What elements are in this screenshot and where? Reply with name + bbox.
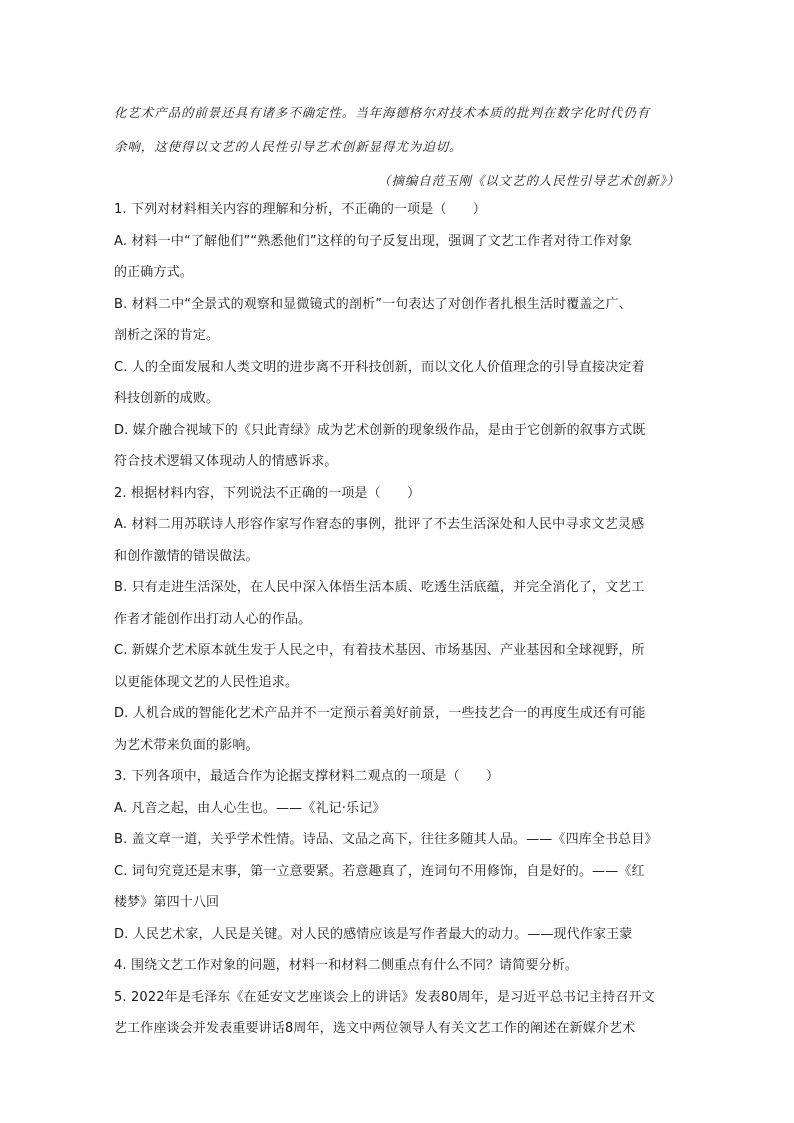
passage-line: 余响，这使得以文艺的人民性引导艺术创新显得尤为迫切。 [114, 139, 463, 154]
option-line: 科技创新的成败。 [114, 391, 220, 406]
option-line: 符合技术逻辑又体现动人的情感诉求。 [114, 454, 338, 469]
question-2-stem: 2. 根据材料内容，下列说法不正确的一项是（ ） [114, 485, 421, 501]
question-4-stem: 4. 围绕文艺工作对象的问题，材料一和材料二侧重点有什么不同？请简要分析。 [114, 958, 579, 973]
option-line: D. 人民艺术家，人民是关键。对人民的感情应该是写作者最大的动力。——现代作家王蒙 [114, 926, 633, 942]
question-5-line: 艺工作座谈会并发表重要讲话8周年，选文中两位领导人有关文艺工作的阐述在新媒介艺术 [114, 1021, 636, 1036]
option-line: A. 材料一中“了解他们”“熟悉他们”这样的句子反复出现，强调了文艺工作者对待工作对象 [114, 233, 633, 249]
option-line: D. 媒介融合视域下的《只此青绿》成为艺术创新的现象级作品，是由于它创新的叙事方式既 [114, 422, 646, 438]
option-line: 的正确方式。 [114, 265, 193, 280]
questions [114, 194, 689, 1045]
option-line: B. 盖文章一道，关乎学术性情。诗品、文品之高下，往往多随其人品。——《四库全书总目》 [114, 832, 658, 847]
option-line: D. 人机合成的智能化艺术产品并不一定预示着美好前景，一些技艺合一的再度生成还有可能 [114, 706, 646, 721]
question-1-stem: 1. 下列对材料相关内容的理解和分析，不正确的一项是（ ） [114, 202, 487, 217]
option-line: B. 材料二中“全景式的观察和显微镜式的剖析”一句表达了对创作者扎根生活时覆盖之广、 [114, 296, 632, 312]
option-line: 作者才能创作出打动人心的作品。 [114, 611, 312, 627]
option-line: 剖析之深的肯定。 [114, 328, 220, 343]
question-3-stem: 3. 下列各项中，最适合作为论据支撑材料二观点的一项是（ ） [114, 769, 500, 784]
passage-line: 化艺术产品的前景还具有诸多不确定性。当年海德格尔对技术本质的批判在数字化时代仍有 [114, 105, 651, 120]
option-line: C. 词句究竟还是末事，第一立意要紧。若意趣真了，连词句不用修饰，自是好的。——《红 [114, 863, 645, 879]
option-line: 和创作激情的错误做法。 [114, 548, 259, 564]
option-line: A. 材料二用苏联诗人形容作家写作窘态的事例，批评了不去生活深处和人民中寻求文艺灵感 [114, 517, 645, 532]
option-line: B. 只有走进生活深处，在人民中深入体悟生活本质、吃透生活底蕴，并完全消化了，文艺工 [114, 580, 645, 595]
option-line: A. 凡音之起，由人心生也。——《礼记·乐记》 [114, 800, 386, 816]
option-line: 为艺术带来负面的影响。 [114, 737, 259, 753]
passage-excerpt [114, 96, 684, 198]
question-5-stem: 5. 2022年是毛泽东《在延安文艺座谈会上的讲话》发表80周年，是习近平总书记主持召开文 [114, 989, 655, 1005]
option-line: C. 新媒介艺术原本就生发于人民之中，有着技术基因、市场基因、产业基因和全球视野，所 [114, 643, 645, 658]
option-line: 以更能体现文艺的人民性追求。 [114, 674, 299, 690]
option-line: C. 人的全面发展和人类文明的进步离不开科技创新，而以文化人价值理念的引导直接决定着 [114, 359, 645, 375]
passage-source: （摘编自范玉刚《以文艺的人民性引导艺术创新》） [378, 173, 680, 188]
option-line: 楼梦》第四十八回 [114, 895, 220, 910]
